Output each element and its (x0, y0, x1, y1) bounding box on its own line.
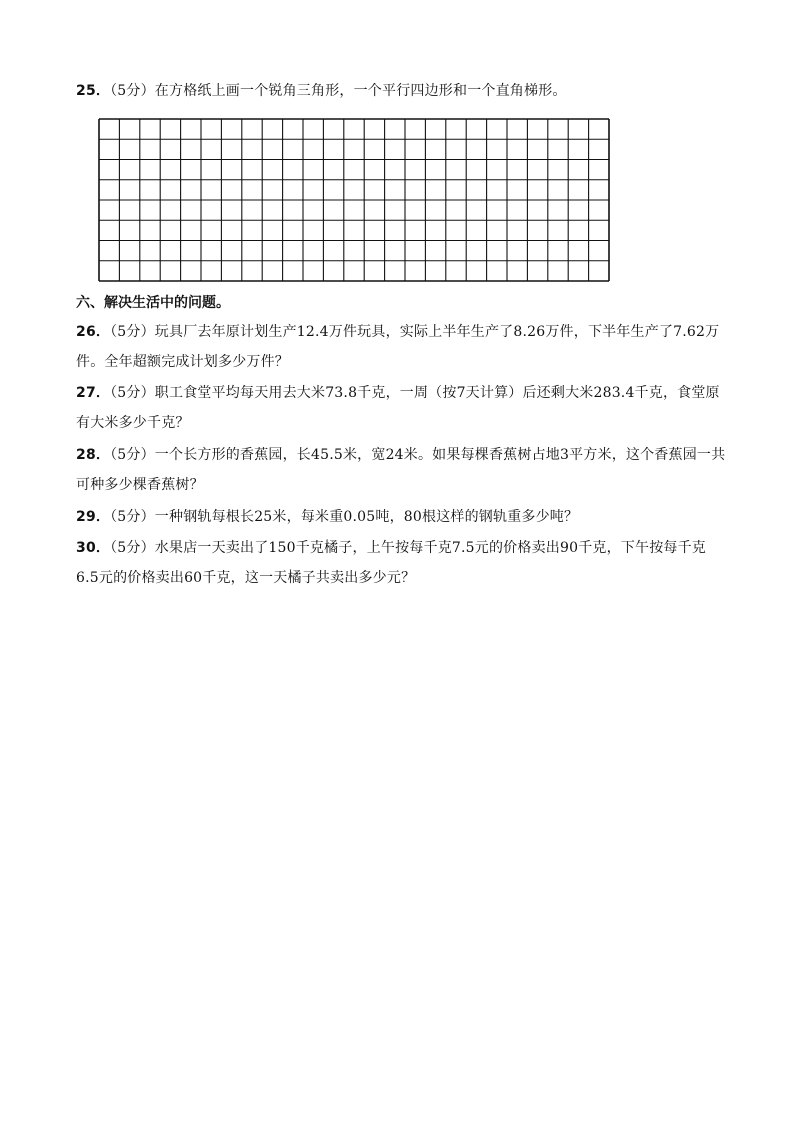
question-text: （5分）在方格纸上画一个锐角三角形，一个平行四边形和一个直角梯形。 (110, 83, 567, 99)
question-30 (76, 533, 726, 593)
question-number: 26． (76, 324, 111, 340)
question-number: 27． (76, 385, 111, 401)
question-number: 25． (76, 83, 111, 99)
question-number: 30． (76, 540, 111, 556)
question-27 (76, 378, 726, 438)
question-25 (76, 76, 726, 106)
section-title: 六、解决生活中的问题。 (76, 295, 230, 311)
question-text: （5分）玩具厂去年原计划生产12.4万件玩具，实际上半年生产了8.26万件，下半年生产了7.62万件。全年超额完成计划多少万件？ (76, 324, 720, 370)
question-28 (76, 440, 726, 500)
question-29 (76, 502, 726, 532)
grid-svg (97, 117, 611, 283)
question-text: （5分）职工食堂平均每天用去大米73.8千克，一周（按7天计算）后还剩大米283.4千克，食堂原有大米多少千克？ (76, 385, 720, 431)
question-text: （5分）一个长方形的香蕉园，长45.5米，宽24米。如果每棵香蕉树占地3平方米，这个香蕉园一共可种多少棵香蕉树？ (76, 447, 726, 493)
grid-paper (97, 117, 611, 283)
question-text: （5分）水果店一天卖出了150千克橘子，上午按每千克7.5元的价格卖出90千克，下午按每千克6.5元的价格卖出60千克，这一天橘子共卖出多少元？ (76, 540, 706, 586)
question-number: 29． (76, 509, 111, 525)
question-26 (76, 317, 726, 377)
question-text: （5分）一种钢轨每根长25米，每米重0.05吨，80根这样的钢轨重多少吨？ (110, 509, 579, 525)
question-number: 28． (76, 447, 111, 463)
